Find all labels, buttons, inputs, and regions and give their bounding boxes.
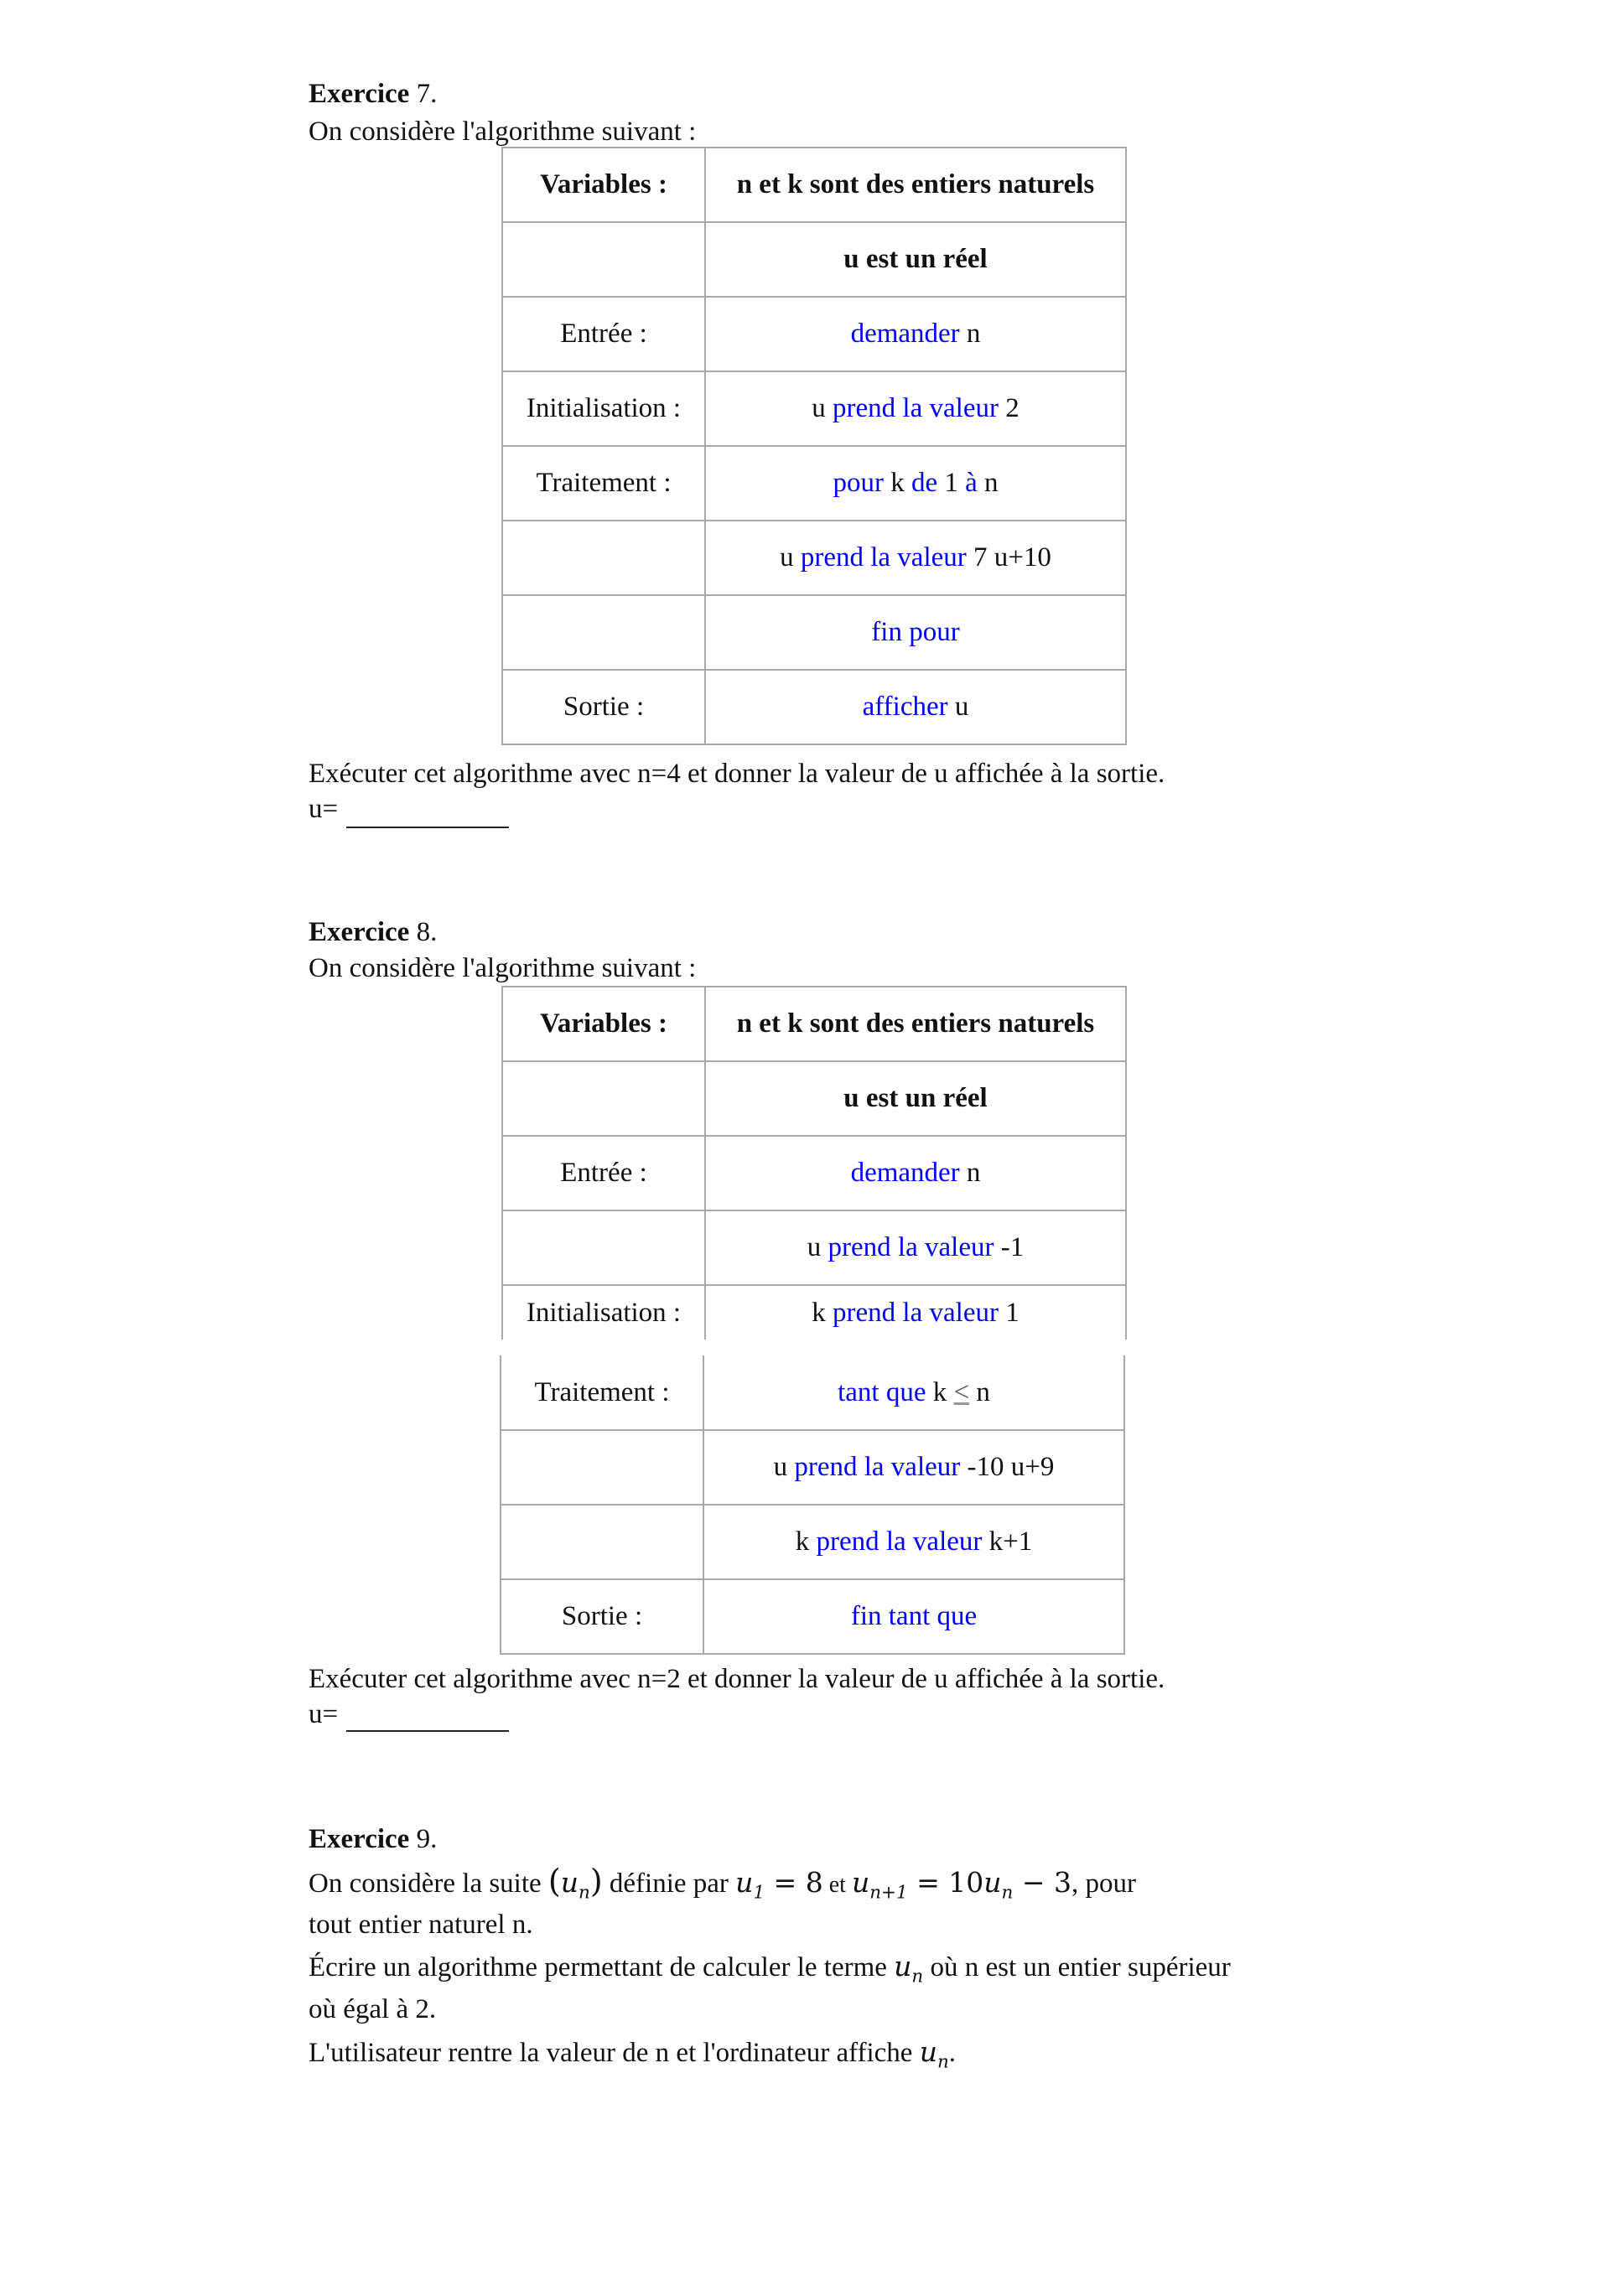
ex8-question: Exécuter cet algorithme avec n=2 et donner la valeur de u affichée à la sortie.: [309, 1664, 1165, 1694]
step-label-cell: Traitement :: [501, 1355, 703, 1430]
table-row: [501, 1355, 1124, 1430]
step-label-cell: [502, 1061, 705, 1136]
instruction-cell: [703, 1355, 1124, 1430]
step-label-cell: [502, 595, 705, 670]
text: u est un réel: [843, 1083, 988, 1113]
step-label-cell: [502, 521, 705, 595]
text: u: [773, 1452, 795, 1482]
ex8-heading-number: 8.: [409, 917, 438, 947]
ex7-algorithm-table: [501, 147, 1127, 745]
ex8-intro: On considère l'algorithme suivant :: [309, 953, 697, 983]
ex8-heading-label: Exercice: [309, 917, 410, 947]
ex9-line-3: Écrire un algorithme permettant de calculer le terme $u_n$ où n est un entier supérieur: [309, 1950, 1231, 1988]
step-label-cell: Sortie :: [502, 670, 705, 744]
keyword: prend la valeur: [816, 1526, 983, 1557]
text: , pour: [1071, 1868, 1136, 1899]
text: u: [780, 542, 801, 573]
instruction-cell: [705, 1210, 1126, 1285]
ex7-intro: On considère l'algorithme suivant :: [309, 117, 697, 147]
text: On considère la suite: [309, 1868, 548, 1899]
instruction-cell: [705, 371, 1126, 446]
keyword: demander: [850, 1158, 960, 1188]
step-label-cell: Initialisation :: [502, 371, 705, 446]
keyword: prend la valeur: [828, 1232, 994, 1262]
text: u: [947, 692, 969, 722]
ex8-answer-blank[interactable]: [346, 1730, 509, 1732]
keyword: prend la valeur: [833, 1297, 999, 1328]
paren-open: (: [547, 1863, 561, 1900]
text: k: [926, 1376, 954, 1407]
ex9-line-2: tout entier naturel n.: [309, 1910, 533, 1940]
text: k: [812, 1297, 833, 1328]
table-row: [502, 222, 1126, 297]
text: u: [812, 393, 833, 423]
text: 2: [998, 393, 1020, 423]
ex9-heading-label: Exercice: [309, 1824, 410, 1854]
ex9-heading-number: 9.: [409, 1824, 438, 1854]
instruction-cell: [705, 1285, 1126, 1340]
table-row: [502, 1210, 1126, 1285]
instruction-cell: [705, 1136, 1126, 1210]
text: n: [969, 1376, 990, 1407]
instruction-cell: [705, 297, 1126, 371]
instruction-cell: [703, 1505, 1124, 1579]
instruction-cell: [705, 446, 1126, 521]
ex7-heading-label: Exercice: [309, 79, 410, 109]
step-label-cell: Sortie :: [501, 1579, 703, 1654]
ex9-line-5: L'utilisateur rentre la valeur de n et l'ordinateur affiche $u_n$.: [309, 2035, 957, 2073]
table-row: [502, 148, 1126, 222]
step-label-cell: Traitement :: [502, 446, 705, 521]
ex8-algorithm-table-part-2: [500, 1355, 1125, 1655]
step-label-cell: [501, 1505, 703, 1579]
instruction-cell: [705, 521, 1126, 595]
math-u-n: $u_n$: [894, 1950, 924, 1988]
text: -1: [994, 1232, 1025, 1262]
table-row: [502, 297, 1126, 371]
instruction-cell: [705, 670, 1126, 744]
step-label-cell: Variables :: [502, 987, 705, 1061]
instruction-cell: [703, 1579, 1124, 1654]
table-row: [502, 1061, 1126, 1136]
keyword: prend la valeur: [833, 393, 999, 423]
math-u1: $u_1 = 8$: [735, 1866, 823, 1904]
instruction-cell: [705, 987, 1126, 1061]
keyword: fin pour: [871, 617, 960, 647]
table-row: [501, 1430, 1124, 1505]
table-row: [501, 1505, 1124, 1579]
keyword: pour: [833, 468, 884, 498]
ex8-heading: [309, 915, 437, 949]
keyword: demander: [850, 319, 960, 349]
keyword: fin tant que: [850, 1601, 978, 1631]
ex7-heading-number: 7.: [409, 79, 438, 109]
ex9-heading: [309, 1822, 437, 1856]
table-row: [502, 1136, 1126, 1210]
step-label-cell: [502, 1210, 705, 1285]
instruction-cell: [705, 1061, 1126, 1136]
text: u: [807, 1232, 828, 1262]
ex8-algorithm-table-part-1: [501, 986, 1127, 1340]
table-row: [502, 595, 1126, 670]
ex7-answer-blank[interactable]: [346, 827, 509, 828]
paren-close: ): [589, 1863, 603, 1900]
math-u-n: $u_n$: [560, 1866, 590, 1904]
math-recurrence: $u_{n+1} = 10u_n - 3$: [851, 1866, 1071, 1904]
text: définie par: [602, 1868, 736, 1899]
instruction-cell: [705, 595, 1126, 670]
table-row: [502, 1285, 1126, 1340]
text: u est un réel: [843, 244, 988, 274]
ex7-heading: [309, 77, 437, 111]
step-label-cell: [501, 1430, 703, 1505]
step-label-cell: Initialisation :: [502, 1285, 705, 1340]
instruction-cell: [703, 1430, 1124, 1505]
keyword: tant que: [838, 1376, 926, 1407]
text: n et k sont des entiers naturels: [736, 169, 1095, 200]
math-u-n: $u_n$: [919, 2035, 949, 2073]
text: et: [822, 1872, 852, 1898]
keyword: de: [911, 468, 938, 498]
text: k: [883, 468, 911, 498]
ex8-answer-label: u=: [309, 1699, 339, 1729]
keyword: à: [965, 468, 978, 498]
ex9-line-1: [309, 1864, 1136, 1910]
ex7-question: Exécuter cet algorithme avec n=4 et donner la valeur de u affichée à la sortie.: [309, 759, 1165, 789]
instruction-cell: [705, 148, 1126, 222]
ex7-answer-label: u=: [309, 794, 339, 824]
text: n: [977, 468, 999, 498]
text: k+1: [982, 1526, 1033, 1557]
less-or-equal-symbol: <: [953, 1376, 970, 1407]
text: k: [795, 1526, 817, 1557]
table-row: [502, 446, 1126, 521]
text: n et k sont des entiers naturels: [736, 1008, 1095, 1039]
table-row: [502, 670, 1126, 744]
keyword: prend la valeur: [794, 1452, 961, 1482]
text: -10 u+9: [960, 1452, 1055, 1482]
text: n: [959, 1158, 981, 1188]
keyword: prend la valeur: [800, 542, 967, 573]
table-row: [502, 987, 1126, 1061]
table-row: [502, 521, 1126, 595]
step-label-cell: [502, 222, 705, 297]
text: 1: [998, 1297, 1020, 1328]
step-label-cell: Variables :: [502, 148, 705, 222]
table-row: [502, 371, 1126, 446]
text: 1: [937, 468, 966, 498]
instruction-cell: [705, 222, 1126, 297]
table-row: [501, 1579, 1124, 1654]
keyword: afficher: [862, 692, 948, 722]
text: n: [959, 319, 981, 349]
step-label-cell: Entrée :: [502, 297, 705, 371]
ex9-line-4: où égal à 2.: [309, 1994, 437, 2024]
text: 7 u+10: [966, 542, 1051, 573]
step-label-cell: Entrée :: [502, 1136, 705, 1210]
